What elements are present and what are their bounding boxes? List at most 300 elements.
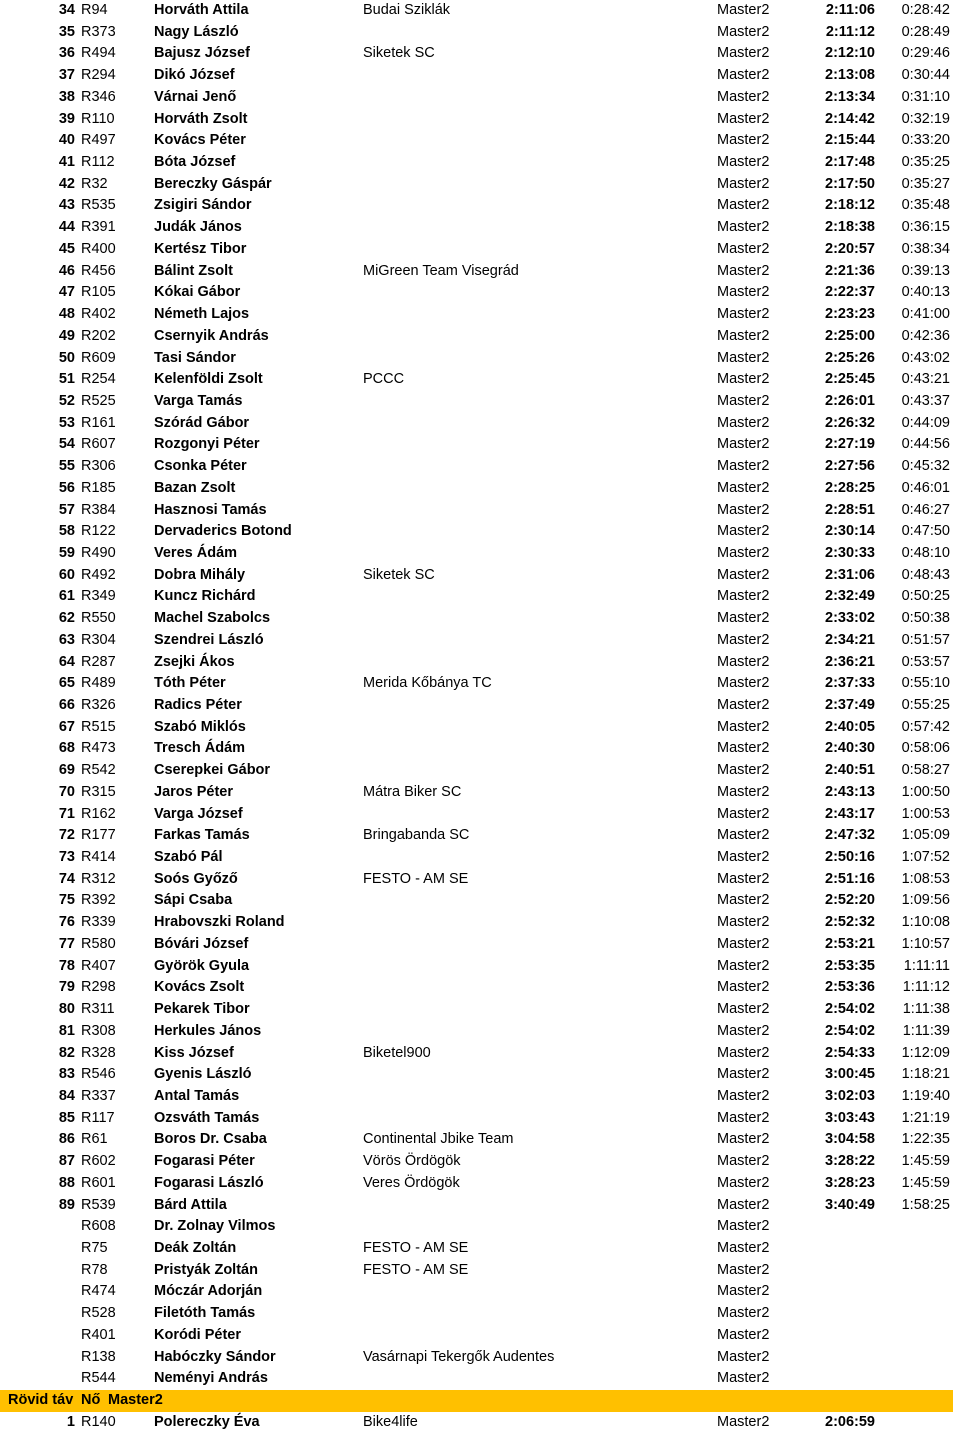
result-name: Farkas Tamás (154, 827, 250, 844)
result-bib: R544 (81, 1370, 116, 1387)
result-name: Csernyik András (154, 327, 269, 344)
result-gap: 1:11:11 (903, 957, 950, 974)
result-place: 51 (58, 371, 75, 388)
result-name: Veres Ádám (154, 544, 238, 561)
result-gap: 1:10:08 (901, 914, 950, 931)
result-bib: R473 (81, 740, 116, 757)
result-place: 75 (58, 892, 75, 909)
table-row (0, 1173, 960, 1195)
result-category: Master2 (717, 1283, 770, 1300)
result-time: 2:23:23 (825, 306, 875, 323)
result-name: Fogarasi László (154, 1174, 264, 1191)
result-time: 2:43:17 (825, 805, 875, 822)
result-place: 46 (58, 262, 75, 279)
result-gap: 1:22:35 (901, 1131, 950, 1148)
table-row (0, 1281, 960, 1303)
result-bib: R308 (81, 1022, 116, 1039)
result-gap: 0:44:09 (901, 414, 950, 431)
result-category: Master2 (717, 805, 770, 822)
result-place: 81 (58, 1022, 75, 1039)
result-place: 36 (58, 45, 75, 62)
result-bib: R609 (81, 349, 116, 366)
table-row (0, 586, 960, 608)
result-category: Master2 (717, 1109, 770, 1126)
result-gap: 0:43:21 (901, 371, 950, 388)
result-category: Master2 (717, 197, 770, 214)
result-gap: 0:53:57 (901, 653, 950, 670)
result-place: 86 (58, 1131, 75, 1148)
table-row (0, 804, 960, 826)
result-time: 3:28:22 (825, 1153, 875, 1170)
result-category: Master2 (717, 566, 770, 583)
result-team: FESTO - AM SE (363, 1239, 469, 1256)
result-bib: R312 (81, 870, 116, 887)
result-time: 2:54:33 (825, 1044, 875, 1061)
result-bib: R117 (81, 1109, 115, 1126)
result-name: Szabó Pál (154, 849, 223, 866)
result-category: Master2 (717, 740, 770, 757)
result-place: 61 (58, 588, 75, 605)
result-bib: R110 (81, 110, 115, 127)
result-time: 3:28:23 (825, 1174, 875, 1191)
result-name: Kovács Zsolt (154, 979, 245, 996)
result-time: 2:27:56 (825, 458, 875, 475)
table-row (0, 500, 960, 522)
result-category: Master2 (717, 154, 770, 171)
table-row (0, 1021, 960, 1043)
result-gap: 0:31:10 (901, 88, 950, 105)
result-gap: 1:18:21 (901, 1066, 950, 1083)
result-place: 66 (58, 697, 75, 713)
result-time: 2:25:45 (825, 371, 875, 388)
result-place: 69 (58, 762, 75, 779)
result-name: Ozsváth Tamás (154, 1109, 260, 1126)
result-gap: 0:39:13 (901, 262, 950, 279)
result-team: Budai Sziklák (363, 2, 451, 18)
result-category: Master2 (717, 219, 770, 236)
result-gap: 1:10:57 (901, 935, 950, 952)
result-gap: 0:28:49 (901, 23, 950, 40)
result-name: Pekarek Tibor (154, 1001, 250, 1018)
table-row (0, 890, 960, 912)
result-time: 2:26:01 (825, 392, 875, 409)
result-bib: R32 (81, 175, 108, 192)
result-bib: R202 (81, 327, 116, 344)
result-time: 2:47:32 (825, 827, 875, 844)
section-distance: Rövid táv (8, 1392, 74, 1408)
table-row (0, 782, 960, 804)
result-gap: 1:05:09 (901, 827, 950, 844)
result-gap: 0:44:56 (901, 436, 950, 453)
result-name: Filetóth Tamás (154, 1305, 256, 1322)
table-row (0, 608, 960, 630)
result-time: 2:18:38 (825, 219, 875, 236)
result-gap: 0:35:25 (901, 154, 950, 171)
result-time: 3:04:58 (825, 1131, 875, 1148)
section-header (0, 1390, 953, 1412)
table-row (0, 738, 960, 760)
result-place: 44 (58, 219, 75, 236)
result-bib: R162 (81, 805, 116, 822)
table-row (0, 65, 960, 87)
result-time: 2:31:06 (825, 566, 875, 583)
result-time: 2:52:20 (825, 892, 875, 909)
result-name: Györök Gyula (154, 957, 250, 974)
result-gap: 1:45:59 (901, 1153, 950, 1170)
table-row (0, 261, 960, 283)
result-place: 42 (58, 175, 75, 192)
result-place: 40 (58, 132, 75, 149)
result-category: Master2 (717, 240, 770, 257)
result-gap: 1:19:40 (901, 1087, 950, 1104)
table-row (0, 1347, 960, 1369)
table-row (0, 1108, 960, 1130)
result-place: 60 (58, 566, 75, 583)
result-gap: 0:28:42 (901, 2, 950, 18)
result-gap: 0:46:27 (901, 501, 950, 518)
result-place: 88 (58, 1174, 75, 1191)
result-place: 1 (66, 1413, 75, 1430)
result-category: Master2 (717, 1022, 770, 1039)
result-time: 2:32:49 (825, 588, 875, 605)
result-time: 2:54:02 (825, 1022, 875, 1039)
result-gap: 0:33:20 (901, 132, 950, 149)
result-name: Varga Tamás (154, 392, 243, 409)
result-place: 37 (58, 67, 75, 84)
result-place: 78 (58, 957, 75, 974)
table-row (0, 695, 960, 717)
result-category: Master2 (717, 1413, 770, 1430)
result-time: 2:53:21 (825, 935, 875, 952)
result-bib: R402 (81, 306, 116, 323)
result-name: Tóth Péter (154, 675, 226, 692)
result-place: 58 (58, 523, 75, 540)
table-row (0, 174, 960, 196)
result-time: 2:33:02 (825, 610, 875, 627)
result-bib: R138 (81, 1348, 116, 1365)
result-category: Master2 (717, 1087, 770, 1104)
result-place: 47 (58, 284, 75, 301)
result-bib: R122 (81, 523, 116, 540)
result-time: 2:30:33 (825, 544, 875, 561)
result-bib: R490 (81, 544, 116, 561)
result-name: Horváth Zsolt (154, 110, 248, 127)
result-gap: 1:00:50 (901, 783, 950, 800)
result-place: 79 (58, 979, 75, 996)
result-team: PCCC (363, 371, 405, 388)
result-place: 71 (58, 805, 75, 822)
result-bib: R254 (81, 371, 116, 388)
result-category: Master2 (717, 392, 770, 409)
result-team: Vasárnapi Tekergők Audentes (363, 1348, 555, 1365)
result-bib: R140 (81, 1413, 116, 1430)
table-row (0, 369, 960, 391)
table-row (0, 521, 960, 543)
result-gap: 1:21:19 (901, 1109, 950, 1126)
result-bib: R326 (81, 697, 116, 713)
result-name: Varga József (154, 805, 243, 822)
result-bib: R492 (81, 566, 116, 583)
result-name: Szórád Gábor (154, 414, 250, 431)
result-time: 2:43:13 (825, 783, 875, 800)
result-name: Fogarasi Péter (154, 1153, 255, 1170)
result-gap: 0:43:37 (901, 392, 950, 409)
result-category: Master2 (717, 414, 770, 431)
result-bib: R306 (81, 458, 116, 475)
result-name: Csonka Péter (154, 458, 247, 475)
result-place: 63 (58, 631, 75, 648)
result-place: 34 (58, 2, 75, 18)
result-category: Master2 (717, 1261, 770, 1278)
result-name: Szendrei László (154, 631, 264, 648)
result-time: 2:22:37 (825, 284, 875, 301)
result-gap: 0:38:34 (901, 240, 950, 257)
result-place: 49 (58, 327, 75, 344)
result-name: Zsejki Ákos (154, 653, 235, 670)
table-row (0, 760, 960, 782)
result-time: 2:54:02 (825, 1001, 875, 1018)
table-row (0, 217, 960, 239)
result-name: Kuncz Richárd (154, 588, 256, 605)
result-team: Siketek SC (363, 45, 435, 62)
result-time: 2:51:16 (825, 870, 875, 887)
result-category: Master2 (717, 783, 770, 800)
table-row (0, 1303, 960, 1325)
result-time: 2:53:36 (825, 979, 875, 996)
result-bib: R304 (81, 631, 116, 648)
result-bib: R546 (81, 1066, 116, 1083)
result-name: Bóta József (154, 154, 236, 171)
result-gap: 0:40:13 (901, 284, 950, 301)
result-category: Master2 (717, 1001, 770, 1018)
result-time: 2:26:32 (825, 414, 875, 431)
result-name: Pristyák Zoltán (154, 1261, 258, 1278)
table-row (0, 825, 960, 847)
result-place: 45 (58, 240, 75, 257)
result-place: 84 (58, 1087, 75, 1104)
table-row (0, 999, 960, 1021)
result-gap: 0:58:06 (901, 740, 950, 757)
result-category: Master2 (717, 262, 770, 279)
result-time: 3:02:03 (825, 1087, 875, 1104)
result-category: Master2 (717, 175, 770, 192)
table-row (0, 717, 960, 739)
result-gap: 1:07:52 (901, 849, 950, 866)
result-place: 53 (58, 414, 75, 431)
result-bib: R287 (81, 653, 116, 670)
result-gap: 1:11:38 (902, 1001, 950, 1018)
result-place: 41 (58, 154, 75, 171)
result-time: 2:14:42 (825, 110, 875, 127)
result-bib: R294 (81, 67, 116, 84)
table-row (0, 478, 960, 500)
table-row (0, 22, 960, 44)
result-gap: 1:12:09 (901, 1044, 950, 1061)
result-place: 59 (58, 544, 75, 561)
table-row (0, 282, 960, 304)
result-category: Master2 (717, 762, 770, 779)
result-time: 2:11:12 (825, 23, 875, 40)
result-category: Master2 (717, 88, 770, 105)
result-time: 2:25:26 (825, 349, 875, 366)
result-category: Master2 (717, 479, 770, 496)
table-row (0, 0, 960, 22)
result-place: 85 (58, 1109, 75, 1126)
result-bib: R384 (81, 501, 116, 518)
result-category: Master2 (717, 1044, 770, 1061)
result-name: Bereczky Gáspár (154, 175, 272, 192)
result-gap: 0:50:38 (901, 610, 950, 627)
result-name: Bajusz József (154, 45, 250, 62)
table-row (0, 1043, 960, 1065)
result-category: Master2 (717, 132, 770, 149)
result-category: Master2 (717, 631, 770, 648)
result-place: 56 (58, 479, 75, 496)
result-name: Neményi András (154, 1370, 268, 1387)
result-gap: 0:48:10 (901, 544, 950, 561)
table-row (0, 434, 960, 456)
result-bib: R392 (81, 892, 116, 909)
result-name: Zsigiri Sándor (154, 197, 252, 214)
result-time: 2:40:30 (825, 740, 875, 757)
result-category: Master2 (717, 349, 770, 366)
result-time: 2:25:00 (825, 327, 875, 344)
result-category: Master2 (717, 827, 770, 844)
result-time: 2:53:35 (825, 957, 875, 974)
result-gap: 0:41:00 (901, 306, 950, 323)
table-row (0, 413, 960, 435)
table-row (0, 130, 960, 152)
result-place: 50 (58, 349, 75, 366)
result-place: 64 (58, 653, 75, 670)
result-gap: 1:11:39 (902, 1022, 950, 1039)
result-category: Master2 (717, 1066, 770, 1083)
table-row (0, 847, 960, 869)
result-name: Cserepkei Gábor (154, 762, 271, 779)
section-category: Master2 (108, 1392, 163, 1408)
result-bib: R112 (81, 154, 115, 171)
result-gap: 0:43:02 (901, 349, 950, 366)
result-time: 2:17:48 (825, 154, 875, 171)
table-row (0, 326, 960, 348)
result-place: 43 (58, 197, 75, 214)
result-place: 39 (58, 110, 75, 127)
result-gap: 0:48:43 (901, 566, 950, 583)
table-row (0, 152, 960, 174)
result-time: 2:37:33 (825, 675, 875, 692)
result-bib: R607 (81, 436, 116, 453)
result-bib: R515 (81, 718, 116, 735)
result-place: 67 (58, 718, 75, 735)
result-bib: R407 (81, 957, 116, 974)
result-bib: R105 (81, 284, 116, 301)
result-category: Master2 (717, 2, 770, 18)
result-gap: 1:08:53 (901, 870, 950, 887)
result-bib: R177 (81, 827, 116, 844)
result-time: 2:52:32 (825, 914, 875, 931)
result-bib: R542 (81, 762, 116, 779)
result-name: Boros Dr. Csaba (154, 1131, 267, 1148)
result-gap: 1:45:59 (901, 1174, 950, 1191)
result-time: 2:30:14 (825, 523, 875, 540)
result-name: Bazan Zsolt (154, 479, 236, 496)
section-results-rows (0, 1412, 960, 1433)
result-place: 35 (58, 23, 75, 40)
result-name: Kelenföldi Zsolt (154, 371, 263, 388)
table-row (0, 109, 960, 131)
result-category: Master2 (717, 1153, 770, 1170)
result-place: 38 (58, 88, 75, 105)
table-row (0, 673, 960, 695)
result-category: Master2 (717, 1174, 770, 1191)
result-category: Master2 (717, 1218, 770, 1235)
result-time: 2:15:44 (825, 132, 875, 149)
result-bib: R528 (81, 1305, 116, 1322)
result-category: Master2 (717, 979, 770, 996)
result-category: Master2 (717, 23, 770, 40)
table-row (0, 977, 960, 999)
result-time: 3:03:43 (825, 1109, 875, 1126)
result-category: Master2 (717, 110, 770, 127)
result-time: 2:18:12 (825, 197, 875, 214)
result-category: Master2 (717, 1326, 770, 1343)
result-place: 87 (58, 1153, 75, 1170)
result-category: Master2 (717, 1305, 770, 1322)
result-bib: R400 (81, 240, 116, 257)
result-category: Master2 (717, 675, 770, 692)
result-place: 80 (58, 1001, 75, 1018)
result-bib: R161 (81, 414, 116, 431)
result-gap: 0:58:27 (901, 762, 950, 779)
result-name: Kókai Gábor (154, 284, 241, 301)
result-name: Kovács Péter (154, 132, 246, 149)
section-gender: Nő (81, 1392, 101, 1408)
result-category: Master2 (717, 327, 770, 344)
result-place: 70 (58, 783, 75, 800)
result-bib: R315 (81, 783, 116, 800)
table-row (0, 543, 960, 565)
result-bib: R311 (81, 1001, 115, 1018)
result-category: Master2 (717, 436, 770, 453)
result-name: Habóczky Sándor (154, 1348, 276, 1365)
table-row (0, 1086, 960, 1108)
result-time: 2:28:51 (825, 501, 875, 518)
result-time: 2:17:50 (825, 175, 875, 192)
result-team: Bike4life (363, 1413, 418, 1430)
result-name: Dr. Zolnay Vilmos (154, 1218, 276, 1235)
result-place: 76 (58, 914, 75, 931)
result-name: Polereczky Éva (154, 1413, 260, 1430)
result-time: 2:27:19 (825, 436, 875, 453)
result-name: Dikó József (154, 67, 235, 84)
result-time: 2:12:10 (825, 45, 875, 62)
result-place: 48 (58, 306, 75, 323)
result-time: 2:40:51 (825, 762, 875, 779)
result-name: Kiss József (154, 1044, 234, 1061)
table-row (0, 956, 960, 978)
result-gap: 0:32:19 (901, 110, 950, 127)
result-category: Master2 (717, 870, 770, 887)
table-row (0, 630, 960, 652)
result-time: 2:11:06 (825, 2, 875, 18)
result-place: 57 (58, 501, 75, 518)
result-category: Master2 (717, 45, 770, 62)
result-category: Master2 (717, 588, 770, 605)
table-row (0, 87, 960, 109)
result-name: Gyenis László (154, 1066, 252, 1083)
table-row (0, 652, 960, 674)
table-row (0, 912, 960, 934)
